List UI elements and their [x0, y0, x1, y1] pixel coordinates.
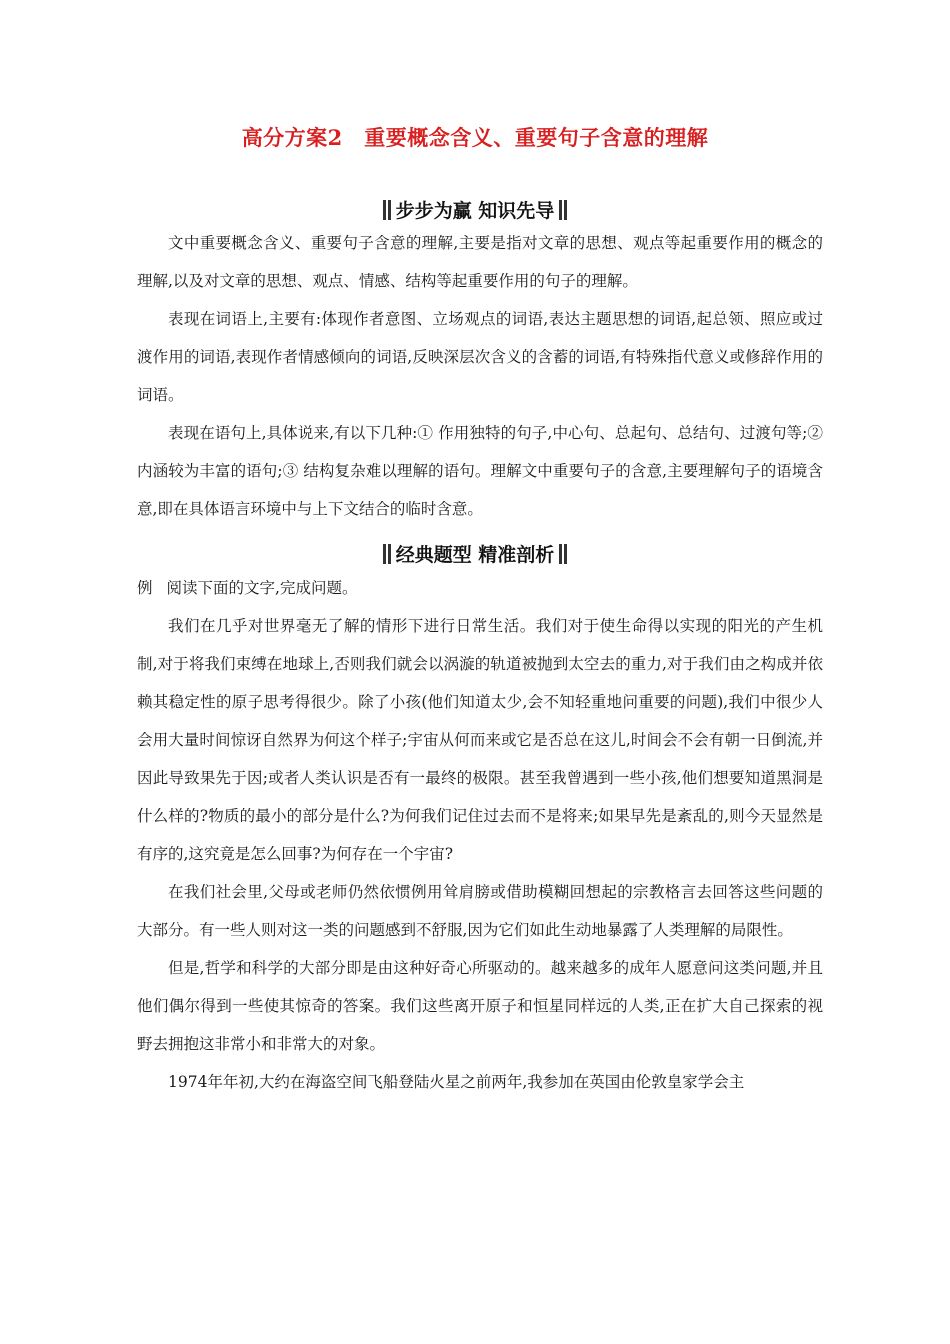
example-label: 例 — [137, 579, 153, 597]
section-header-examples — [0, 540, 950, 567]
example-prompt-line — [137, 569, 823, 607]
paragraph: 我们在几乎对世界毫无了解的情形下进行日常生活。我们对于使生命得以实现的阳光的产生机制,对于将我们束缚在地球上,否则我们就会以涡漩的轨道被抛到太空去的重力,对于我们由之构成并依赖其稳定性的原子思考得很少。除了小孩(他们知道太少,会不知轻重地问重要的问题),我们中很少人会用大量时间惊讶自然界为何这个样子;宇宙从何而来或它是否总在这儿,时间会不会有朝一日倒流,并因此导致果先于因;或者人类认识是否有一最终的极限。甚至我曾遇到一些小孩,他们想要知道黑洞是什么样的?物质的最小的部分是什么?为何我们记住过去而不是将来;如果早先是紊乱的,则今天显然是有序的,这究竟是怎么回事?为何存在一个宇宙? — [137, 617, 823, 863]
example-prompt: 阅读下面的文字,完成问题。 — [166, 579, 358, 597]
intro-text — [137, 224, 823, 528]
paragraph: 但是,哲学和科学的大部分即是由这种好奇心所驱动的。越来越多的成年人愿意问这类问题,并且他们偶尔得到一些使其惊奇的答案。我们这些离开原子和恒星同样远的人类,正在扩大自己探索的视野去拥抱这非常小和非常大的对象。 — [137, 959, 823, 1053]
section-header-knowledge — [0, 196, 950, 223]
header-bar-right-icon — [564, 544, 567, 564]
header-bar-left-icon — [383, 544, 386, 564]
paragraph: 表现在语句上,具体说来,有以下几种:① 作用独特的句子,中心句、总起句、总结句、过渡句等;② 内涵较为丰富的语句;③ 结构复杂难以理解的语句。理解文中重要句子的含意,主要理解句子的语境含意,即在具体语言环境中与上下文结合的临时含意。 — [137, 424, 823, 518]
section-header-text: 步步为赢 知识先导 — [395, 200, 555, 222]
paragraph: 表现在词语上,主要有:体现作者意图、立场观点的词语,表达主题思想的词语,起总领、照应或过渡作用的词语,表现作者情感倾向的词语,反映深层次含义的含蓄的词语,有特殊指代意义或修辞作用的词语。 — [137, 310, 823, 404]
paragraph: 在我们社会里,父母或老师仍然依惯例用耸肩膀或借助模糊回想起的宗教格言去回答这些问题的大部分。有一些人则对这一类的问题感到不舒服,因为它们如此生动地暴露了人类理解的局限性。 — [137, 883, 823, 939]
header-bar-left-icon — [383, 200, 386, 220]
section-header-text: 经典题型 精准剖析 — [395, 544, 555, 566]
example-text — [137, 569, 823, 1101]
paragraph: 1974年年初,大约在海盗空间飞船登陆火星之前两年,我参加在英国由伦敦皇家学会主 — [168, 1073, 745, 1091]
page-title: 高分方案2 重要概念含义、重要句子含意的理解 — [241, 125, 709, 150]
header-bar-right-icon — [564, 200, 567, 220]
paragraph: 文中重要概念含义、重要句子含意的理解,主要是指对文章的思想、观点等起重要作用的概念的理解,以及对文章的思想、观点、情感、结构等起重要作用的句子的理解。 — [137, 234, 823, 290]
